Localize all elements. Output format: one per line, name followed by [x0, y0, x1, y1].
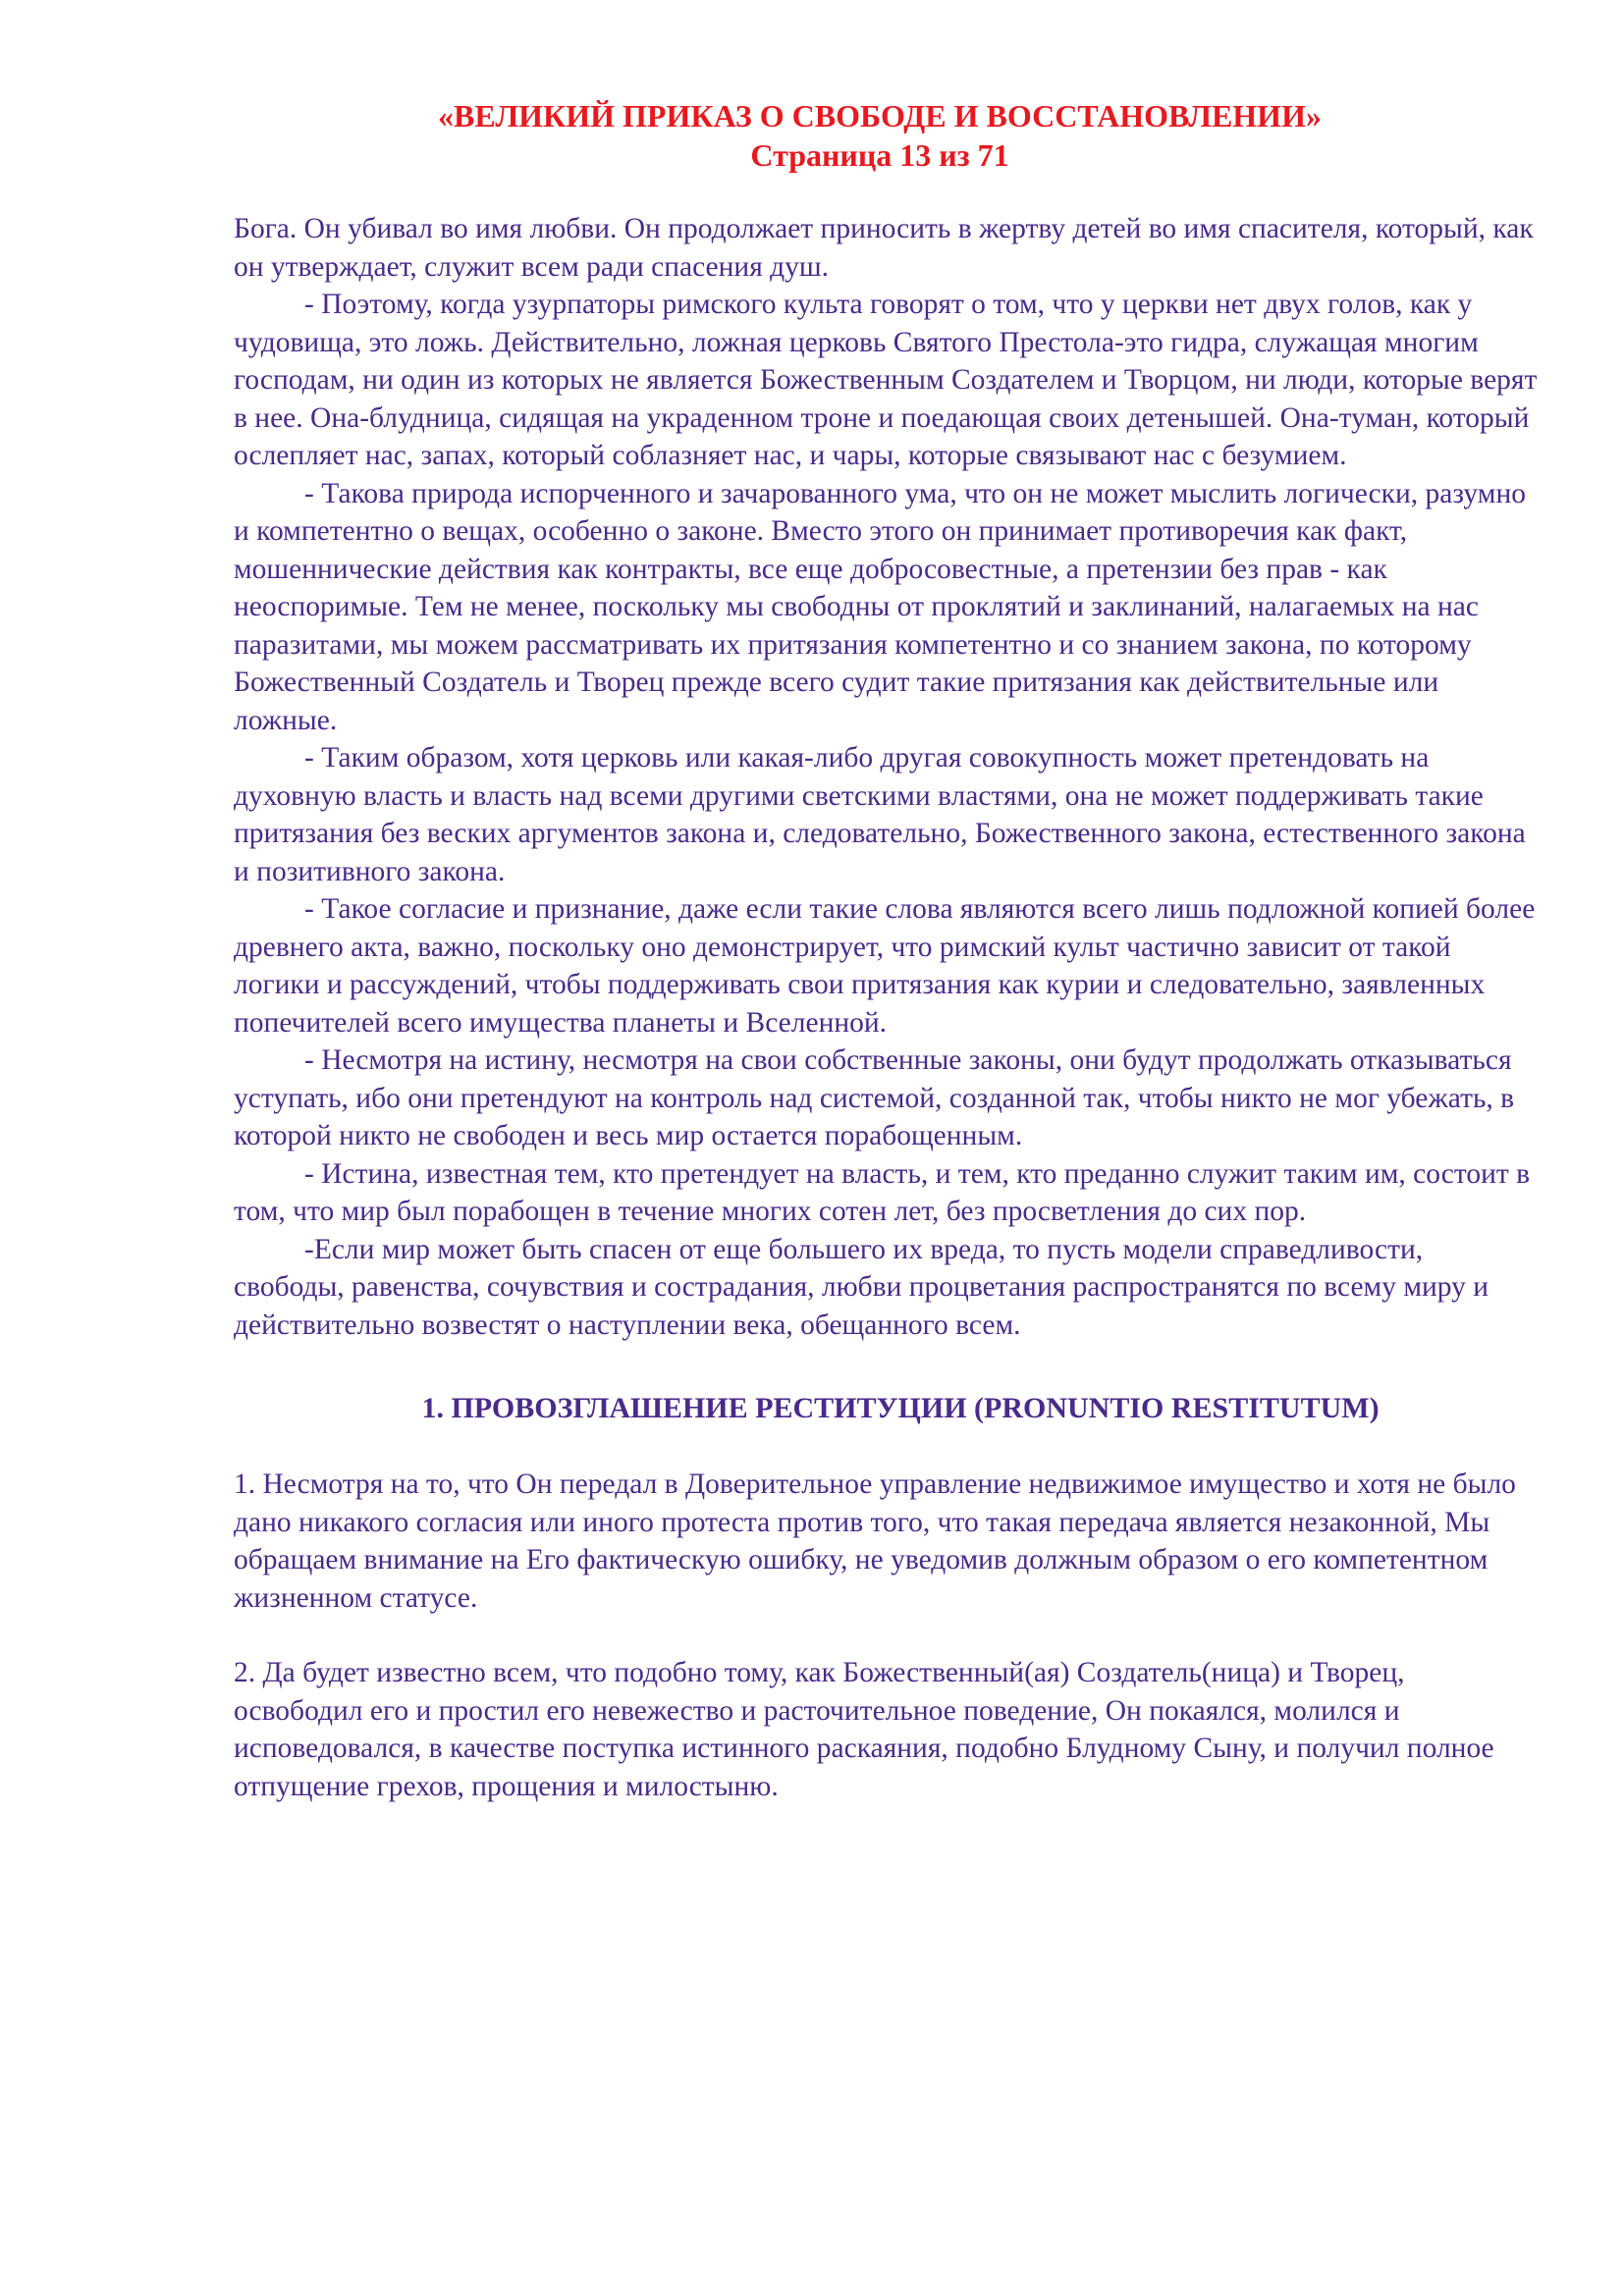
body-paragraph: - Несмотря на истину, несмотря на свои собственные законы, они будут продолжать отказываться уступать, ибо они претендуют на контроль над системой, созданной так, чтобы никто не мог убежать, в которой никто не свободен и весь мир остается порабощенным.	[234, 1044, 1515, 1151]
body-paragraph: - Такое согласие и признание, даже если такие слова являются всего лишь подложной копией более древнего акта, важно, поскольку оно демонстрирует, что римский культ частично зависит от такой логики и рассуждений, чтобы поддерживать свои притязания как курии и следовательно, заявленных попечителей всего имущества планеты и Вселенной.	[234, 893, 1536, 1039]
numbered-clause: 2. Да будет известно всем, что подобно тому, как Божественный(ая) Создатель(ница) и Творец, освободил его и простил его невежество и расточительное поведение, Он покаялся, молился и исповедовался, в качестве поступка истинного раскаяния, подобно Блудному Сыну, и получил полное отпущение грехов, прощения и милостыню.	[234, 1657, 1494, 1802]
body-paragraph: -Если мир может быть спасен от еще большего их вреда, то пусть модели справедливости, свободы, равенства, сочувствия и сострадания, любви процветания распространятся по всему миру и действительно возвестят о наступлении века, обещанного всем.	[234, 1233, 1489, 1341]
document-title: «ВЕЛИКИЙ ПРИКАЗ О СВОБОДЕ И ВОССТАНОВЛЕНИИ»	[438, 98, 1322, 133]
document-body	[234, 210, 1540, 1805]
section-heading: 1. ПРОВОЗГЛАШЕНИЕ РЕСТИТУЦИИ (PRONUNTIO RESTITUTUM)	[421, 1392, 1380, 1424]
numbered-clause: 1. Несмотря на то, что Он передал в Доверительное управление недвижимое имущество и хотя не было дано никакого согласия или иного протеста против того, что такая передача является незаконной, Мы обращаем внимание на Его фактическую ошибку, не уведомив должным образом о его компетентном жизненном статусе.	[234, 1468, 1516, 1614]
body-paragraph: - Истина, известная тем, кто претендует на власть, и тем, кто преданно служит таким им, состоит в том, что мир был порабощен в течение многих сотен лет, без просветления до сих пор.	[234, 1157, 1531, 1227]
page-number-label: Страница 13 из 71	[750, 137, 1009, 173]
page-header	[0, 96, 1624, 175]
body-paragraph: Бога. Он убивал во имя любви. Он продолжает приносить в жертву детей во имя спасителя, который, как он утверждает, служит всем ради спасения душ.	[234, 213, 1534, 283]
body-paragraph: - Такова природа испорченного и зачарованного ума, что он не может мыслить логически, разумно и компетентно о вещах, особенно о законе. Вместо этого он принимает противоречия как факт, мошеннические действия как контракты, все еще добросовестные, а претензии без прав - как неоспоримые. Тем не менее, поскольку мы свободны от проклятий и заклинаний, налагаемых на нас паразитами, мы можем рассматривать их притязания компетентно и со знанием закона, по которому Божественный Создатель и Творец прежде всего судит такие притязания как действительные или ложные.	[234, 477, 1526, 736]
body-paragraph: - Таким образом, хотя церковь или какая-либо другая совокупность может претендовать на духовную власть и власть над всеми другими светскими властями, она не может поддерживать такие притязания без веских аргументов закона и, следовательно, Божественного закона, естественного закона и позитивного закона.	[234, 742, 1526, 887]
body-paragraph: - Поэтому, когда узурпаторы римского культа говорят о том, что у церкви нет двух голов, как у чудовища, это ложь. Действительно, ложная церковь Святого Престола-это гидра, служащая многим господам, ни один из которых не является Божественным Создателем и Творцом, ни люди, которые верят в нее. Она-блудница, сидящая на украденном троне и поедающая своих детенышей. Она-туман, который ослепляет нас, запах, который соблазняет нас, и чары, которые связывают нас с безумием.	[234, 289, 1538, 471]
